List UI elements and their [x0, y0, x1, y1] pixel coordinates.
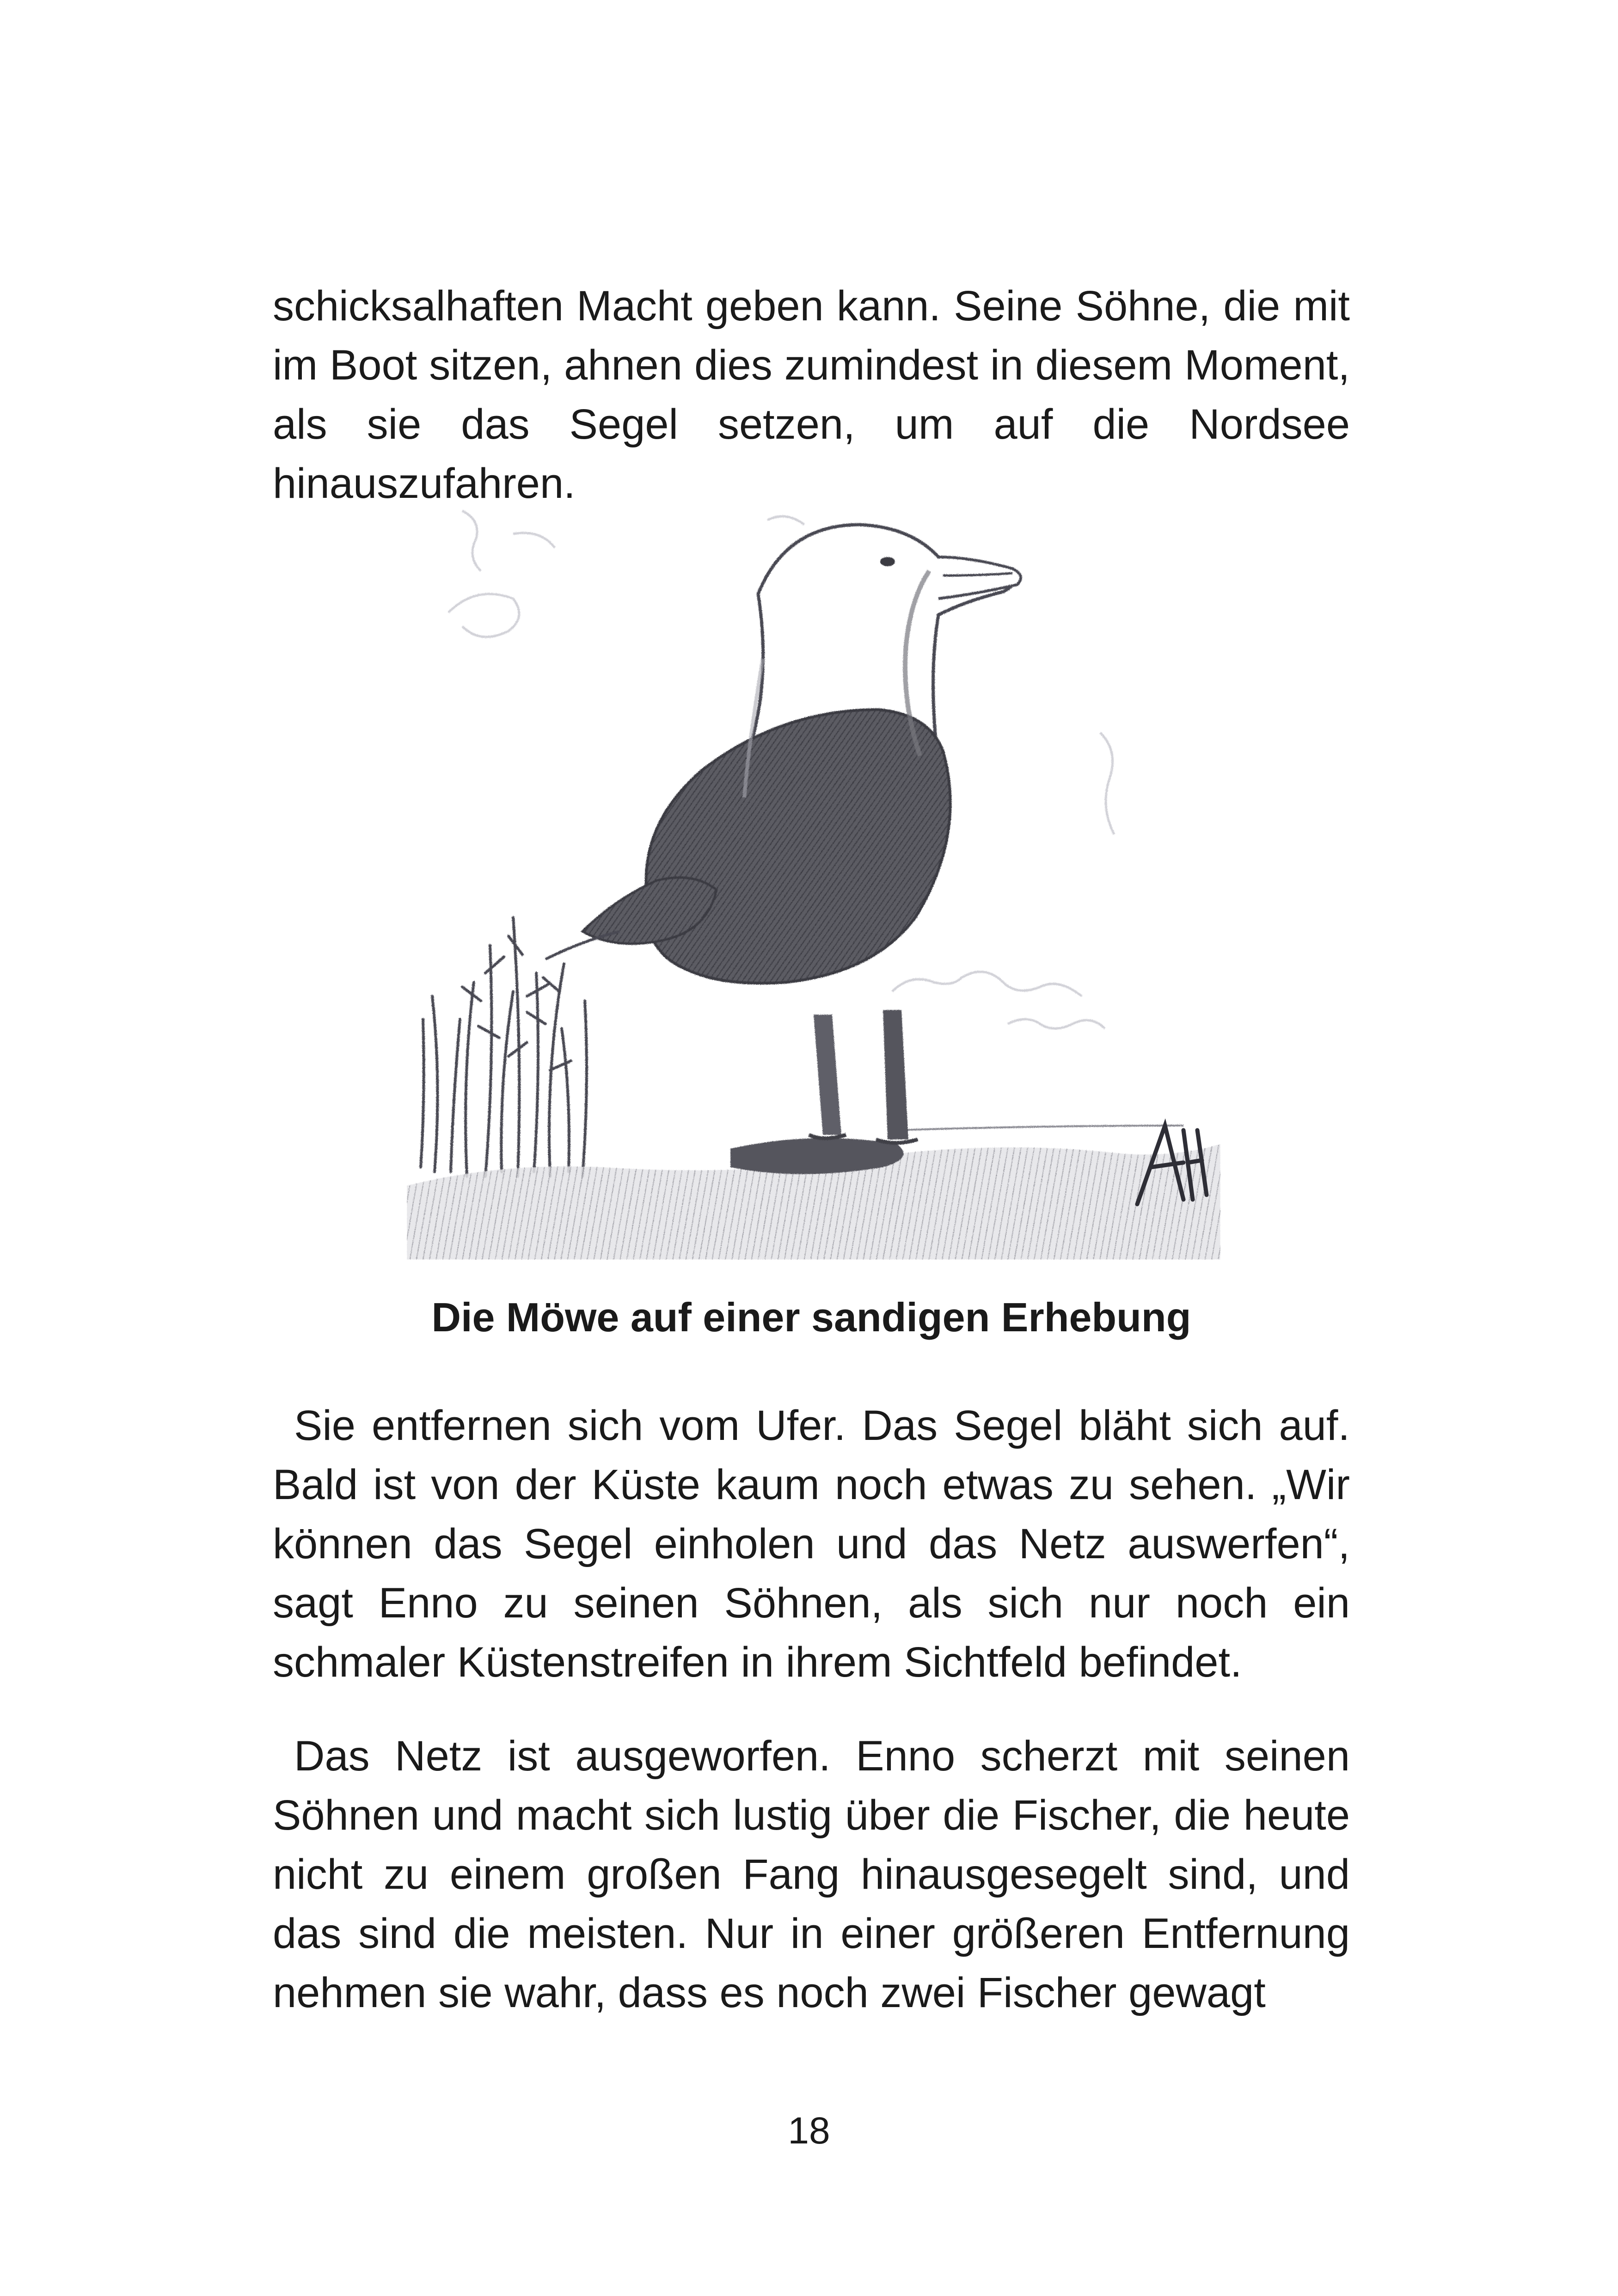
paragraph-bottom: Das Netz ist ausgeworfen. Enno scherzt mit seinen Söhnen und macht sich lustig über die Fischer, die heute nicht zu einem großen Fang hinausgesegelt sind, und das sind die meisten. Nur in einer größeren Entfernung nehmen sie wahr, dass es noch zwei Fischer gewagt [273, 1733, 1350, 2016]
seagull [545, 525, 1021, 1143]
grass-tuft [421, 918, 587, 1176]
figure-caption: Die Möwe auf einer sandigen Erhebung [431, 1294, 1191, 1340]
paragraph-middle: Sie entfernen sich vom Ufer. Das Segel bläht sich auf. Bald ist von der Küste kaum noch etwas zu sehen. „Wir können das Segel einholen und das Netz auswerfen“, sagt Enno zu seinen Söhnen, als sich nur noch ein schmaler Küstenstreifen in ihrem Sichtfeld befindet. [273, 1402, 1350, 1686]
ground [407, 1126, 1220, 1260]
page-number: 18 [788, 2110, 830, 2152]
paragraph-top: schicksalhaften Macht geben kann. Seine Söhne, die mit im Boot sitzen, ahnen dies zumindest in diesem Moment, als sie das Segel setzen, um auf die Nordsee hinauszufahren. [273, 282, 1350, 507]
seagull-pencil-drawing [407, 492, 1220, 1260]
